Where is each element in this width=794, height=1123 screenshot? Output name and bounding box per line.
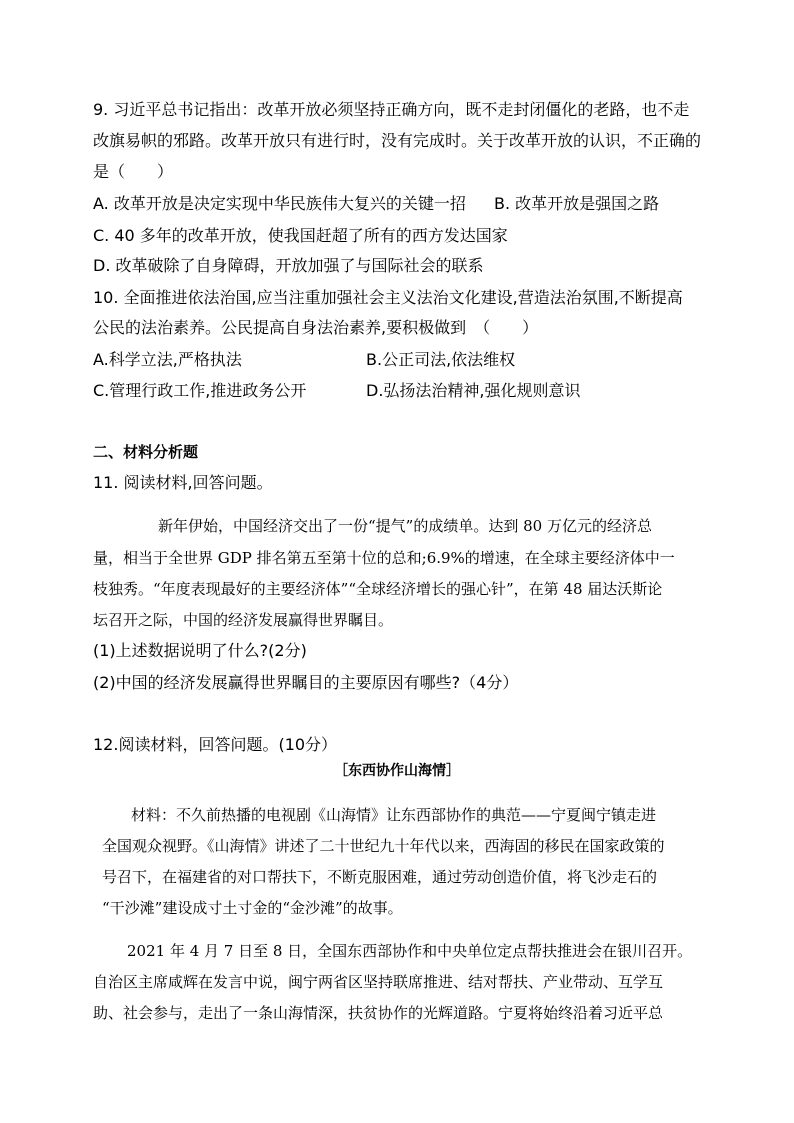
q12-material-line-5: 2021 年 4 月 7 日至 8 日，全国东西部协作和中央单位定点帮扶推进会在银川召开。 bbox=[127, 942, 693, 960]
q9-option-a: A. 改革开放是决定实现中华民族伟大复兴的关键一招 bbox=[93, 194, 466, 213]
q10-option-c: C.管理行政工作,推进政务公开 bbox=[93, 381, 307, 400]
q12-material-line-4: “干沙滩”建设成寸土寸金的“金沙滩”的故事。 bbox=[102, 899, 403, 917]
q12-material-line-2: 全国观众视野。《山海情》讲述了二十世纪九十年代以来，西海固的移民在国家政策的 bbox=[102, 837, 665, 855]
q10-stem-line-2: 公民的法治素养。公民提高自身法治素养,要积极做到 （ ） bbox=[93, 318, 539, 337]
q12-material-line-3: 号召下，在福建省的对口帮扶下，不断克服困难，通过劳动创造价值，将飞沙走石的 bbox=[102, 868, 658, 886]
q12-material-line-6: 自治区主席咸辉在发言中说，闽宁两省区坚持联席推进、结对帮扶、产业带动、互学互 bbox=[93, 973, 664, 991]
q9-option-d: D. 改革破除了自身障碍，开放加强了与国际社会的联系 bbox=[93, 256, 484, 275]
q11-material-line-3: 枝独秀。“年度表现最好的主要经济体”“全球经济增长的强心针”，在第 48 届达沃斯论 bbox=[93, 580, 663, 598]
q10-option-d: D.弘扬法治精神,强化规则意识 bbox=[366, 381, 581, 400]
q11-subquestion-1: (1)上述数据说明了什么?(2分) bbox=[93, 641, 307, 660]
q12-material-subtitle: ［东西协作山海情］ bbox=[334, 763, 460, 779]
q11-material-line-2: 量，相当于全世界 GDP 排名第五至第十位的总和;6.9%的增速，在全球主要经济体中一 bbox=[93, 549, 675, 567]
q9-stem-line-1: 9. 习近平总书记指出：改革开放必须坚持正确方向，既不走封闭僵化的老路，也不走 bbox=[93, 100, 690, 119]
q10-stem-line-1: 10. 全面推进依法治国,应当注重加强社会主义法治文化建设,营造法治氛围,不断提高 bbox=[93, 288, 683, 307]
q9-stem-line-2: 改旗易帜的邪路。改革开放只有进行时，没有完成时。关于改革开放的认识，不正确的 bbox=[93, 131, 702, 150]
q9-stem-line-3: 是（ ） bbox=[93, 162, 174, 181]
section-heading: 二、材料分析题 bbox=[93, 443, 199, 461]
q10-option-b: B.公正司法,依法维权 bbox=[366, 350, 516, 369]
q11-subquestion-2: (2)中国的经济发展赢得世界瞩目的主要原因有哪些?（4分） bbox=[93, 673, 519, 692]
q9-option-b: B. 改革开放是强国之路 bbox=[494, 194, 660, 213]
q10-option-a: A.科学立法,严格执法 bbox=[93, 350, 242, 369]
q11-title: 11. 阅读材料,回答问题。 bbox=[93, 473, 273, 492]
q11-material-line-1: 新年伊始，中国经济交出了一份“提气”的成绩单。达到 80 万亿元的经济总 bbox=[158, 517, 652, 535]
q11-material-line-4: 坛召开之际，中国的经济发展赢得世界瞩目。 bbox=[93, 611, 394, 629]
q9-option-c: C. 40 多年的改革开放，使我国赶超了所有的西方发达国家 bbox=[93, 226, 508, 245]
q12-title: 12.阅读材料，回答问题。(10分） bbox=[93, 735, 338, 754]
q12-material-line-1: 材料：不久前热播的电视剧《山海情》让东西部协作的典范——宁夏闽宁镇走进 bbox=[131, 806, 657, 824]
q12-material-line-7: 助、社会参与，走出了一条山海情深，扶贫协作的光辉道路。宁夏将始终沿着习近平总 bbox=[93, 1004, 664, 1022]
